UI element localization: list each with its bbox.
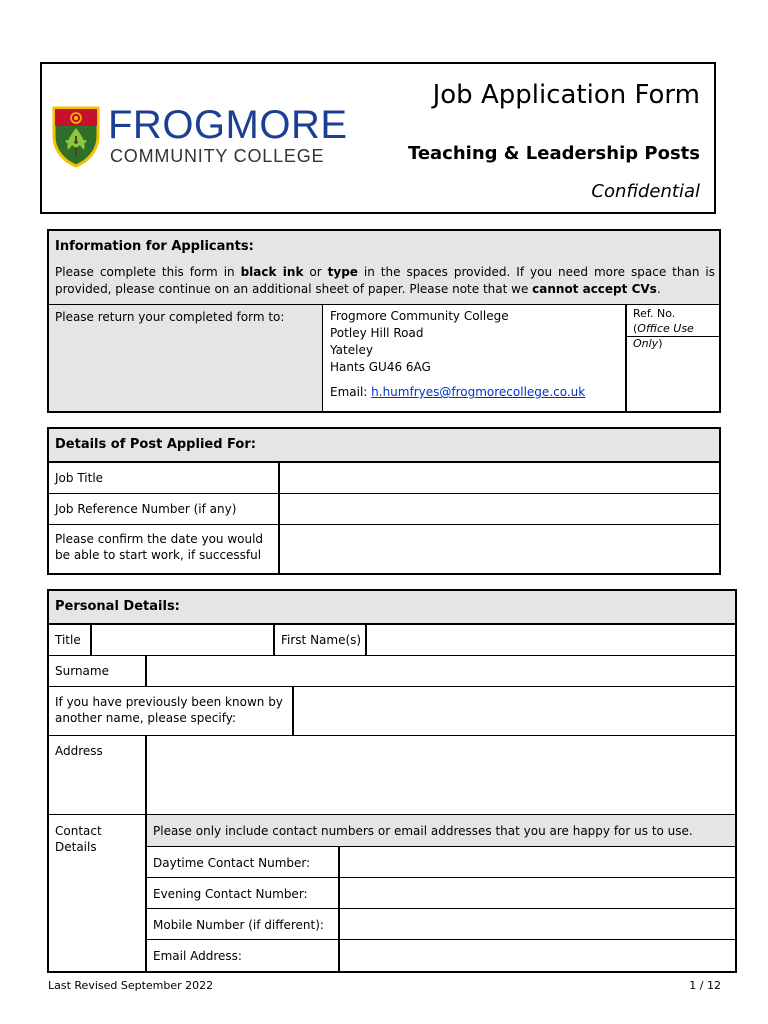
- return-label: Please return your completed form to:: [55, 310, 285, 324]
- address-label: Address: [49, 736, 147, 815]
- first-name-field[interactable]: [367, 625, 735, 656]
- surname-label: Surname: [49, 656, 147, 687]
- daytime-field[interactable]: [340, 847, 735, 878]
- mobile-field[interactable]: [340, 909, 735, 940]
- confidential-label: Confidential: [591, 181, 700, 202]
- ref-label-italic: Office Use Only: [633, 322, 694, 350]
- address-field[interactable]: [147, 736, 735, 815]
- email-link[interactable]: h.humfryes@frogmorecollege.co.uk: [371, 385, 586, 399]
- evening-field[interactable]: [340, 878, 735, 909]
- evening-label: Evening Contact Number:: [147, 878, 340, 909]
- ref-label-end: ): [658, 337, 663, 350]
- address-line: Hants GU46 6AG: [330, 360, 431, 374]
- personal-section: [47, 589, 737, 973]
- first-name-label: First Name(s): [275, 625, 367, 656]
- job-title-field[interactable]: [280, 463, 719, 494]
- title-field[interactable]: [92, 625, 275, 656]
- post-heading: Details of Post Applied For:: [49, 429, 719, 463]
- info-text-4: .: [656, 282, 661, 296]
- footer-revised: Last Revised September 2022: [48, 979, 214, 992]
- page-title: Job Application Form: [432, 80, 700, 110]
- info-text-1: Please complete this form in: [55, 265, 241, 279]
- ref-label-text: Ref. No. (: [633, 307, 676, 335]
- info-bold-2: type: [327, 265, 358, 279]
- email-address-field[interactable]: [340, 940, 735, 971]
- contact-label: Contact Details: [49, 815, 147, 971]
- job-ref-label: Job Reference Number (if any): [49, 494, 280, 525]
- address-line: Potley Hill Road: [330, 326, 424, 340]
- logo-name: FROGMORE: [108, 103, 348, 147]
- info-bold-3: cannot accept CVs: [532, 282, 657, 296]
- contact-note: Please only include contact numbers or email addresses that you are happy for us to use.: [147, 815, 735, 847]
- mobile-label: Mobile Number (if different):: [147, 909, 340, 940]
- page-subtitle: Teaching & Leadership Posts: [407, 143, 700, 164]
- personal-heading: Personal Details:: [49, 591, 735, 625]
- info-text-2: or: [303, 265, 328, 279]
- surname-field[interactable]: [147, 656, 735, 687]
- info-heading: Information for Applicants:: [55, 239, 254, 254]
- ref-label: [627, 305, 721, 350]
- return-address: [330, 308, 585, 401]
- info-text: [55, 264, 715, 298]
- address-line: Yateley: [330, 343, 373, 357]
- ref-input[interactable]: [627, 337, 721, 409]
- email-line: [330, 384, 585, 401]
- info-bold-1: black ink: [240, 265, 304, 279]
- daytime-label: Daytime Contact Number:: [147, 847, 340, 878]
- other-name-label: If you have previously been known by another name, please specify:: [49, 687, 294, 736]
- start-date-label: Please confirm the date you would be able to start work, if successful: [49, 525, 280, 573]
- email-address-label: Email Address:: [147, 940, 340, 971]
- ref-box: [625, 305, 721, 411]
- job-ref-field[interactable]: [280, 494, 719, 525]
- info-text-3: in the spaces provided. If you need more space than is provided, please continue on an additional sheet of paper. Please note that we: [55, 265, 715, 296]
- start-date-field[interactable]: [280, 525, 719, 573]
- other-name-field[interactable]: [294, 687, 735, 736]
- post-section: [47, 427, 721, 575]
- footer-page-number: 1 / 12: [689, 979, 721, 992]
- info-section: [47, 229, 721, 413]
- header-box: [40, 62, 716, 214]
- address-line: Frogmore Community College: [330, 309, 509, 323]
- job-title-label: Job Title: [49, 463, 280, 494]
- email-label: Email:: [330, 385, 372, 399]
- title-label: Title: [49, 625, 92, 656]
- logo-subtitle: COMMUNITY COLLEGE: [110, 146, 325, 166]
- college-crest-icon: [52, 106, 100, 168]
